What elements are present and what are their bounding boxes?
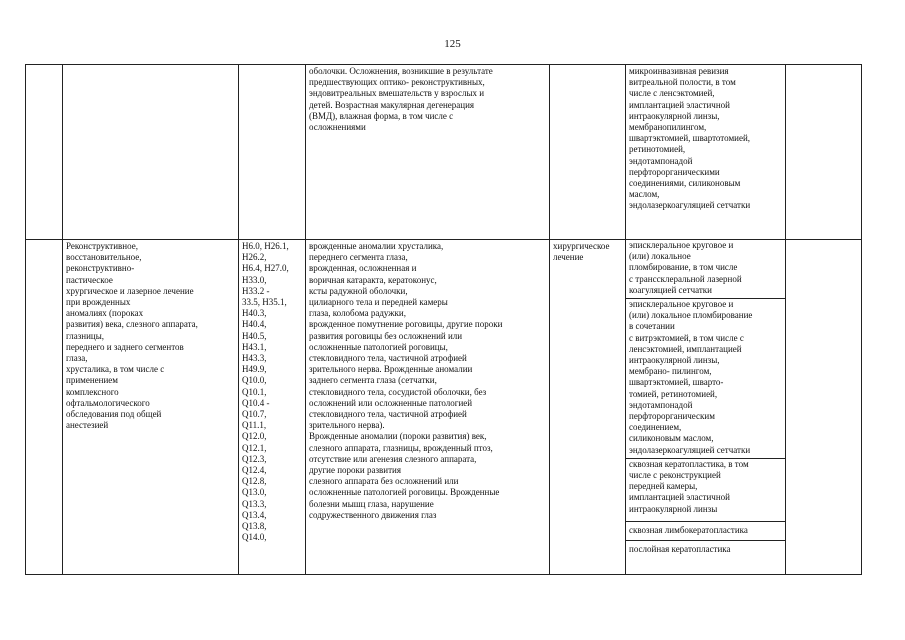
patient-model-cell: врожденные аномалии хрусталика, переднего сегмента глаза, врожденная, осложненная и воричная катаракта, кератоконус, ксты радужной оболочки, цилиарного тела и передней камеры глаза, колобома радужки, врожденное помутнение роговицы, другие пороки развития роговицы без осложнений или осложненные патологией роговицы, стекловидного тела, частичной атрофией зрительного нерва. Врожденные аномалии заднего сегмента глаза (сетчатки, стекловидного тела, сосудистой оболочки, без осложнений или осложненные патологией стекловидного тела, частичной атрофией зрительного нерва). Врожденные аномалии (пороки развития) век, слезного аппарата, глазницы, врожденный птоз, отсутствие или агенезия слезного аппарата, другие пороки развития слезного аппарата без осложнений или осложненные патологией роговицы. Врожденные болезни мышц глаза, нарушение содружественного движения глаз: [306, 240, 550, 575]
treatment-method-item: сквозная кератопластика, в том числе с реконструкцией передней камеры, имплантацией эластичной интраокулярной линзы: [626, 459, 785, 522]
icd-codes-cell: H6.0, H26.1, H26.2, H6.4, H27.0, H33.0, H33.2 - 33.5, H35.1, H40.3, H40.4, H40.5, H43.1, H43.3, H49.9, Q10.0, Q10.1, Q10.4 - Q10.7, Q11.1, Q12.0, Q12.1, Q12.3, Q12.4, Q12.8, Q13.0, Q13.3, Q13.4, Q13.8, Q14.0,: [239, 240, 306, 575]
treatment-method-cell: микроинвазивная ревизия витреальной полости, в том числе с ленсэктомией, имплантацией эластичной интраокулярной линзы, мембранопилингом, швартэктомией, швартотомией, ретинотомией, эндотампонадой перфторорганическими соединениями, силиконовым маслом, эндолазеркоагуляцией сетчатки: [626, 65, 786, 240]
page-number: 125: [444, 38, 461, 50]
treatment-method-item: эписклеральное круговое и (или) локальное пломбирование, в том числе с транссклеральной лазерной коагуляцией сетчатки: [626, 240, 785, 299]
table-row: [26, 65, 862, 240]
standard-cost-cell: [786, 240, 862, 575]
treatment-method-item: эписклеральное круговое и (или) локальное пломбирование в сочетании с витрэктомией, в том числе с ленсэктомией, имплантацией интраокулярной линзы, мембрано- пилингом, швартэктомией, шварто- томией, ретинотомией, эндотампонадой перфторорганическим соединением, силиконовым маслом, эндолазеркоагуляцией сетчатки: [626, 299, 785, 459]
treatment-type-cell: хирургическое лечение: [550, 240, 626, 575]
row-number-cell: [26, 240, 63, 575]
treatment-method-item: послойная кератопластика: [629, 544, 731, 555]
row-number-cell: [26, 65, 63, 240]
treatment-method-item: сквозная лимбокератопластика: [626, 522, 785, 541]
treatment-type-cell: [550, 65, 626, 240]
treatment-table: [25, 64, 862, 575]
treatment-method-cell: [626, 240, 786, 575]
treatment-name-cell: Реконструктивное, восстановительное, реконструктивно- пастическое хрургическое и лазерное лечение при врожденных аномалиях (пороках развития) века, слезного аппарата, глазницы, переднего и заднего сегментов глаза, хрусталика, в том числе с применением комплексного офтальмологического обследования под общей анестезией: [63, 240, 239, 575]
treatment-name-cell: [63, 65, 239, 240]
standard-cost-cell: [786, 65, 862, 240]
icd-codes-cell: [239, 65, 306, 240]
patient-model-cell: оболочки. Осложнения, возникшие в результате предшествующих оптико- реконструктивных, эндовитреальных вмешательств у взрослых и детей. Возрастная макулярная дегенерация (ВМД), влажная форма, в том числе с осложнениями: [306, 65, 550, 240]
table-row: [26, 240, 862, 575]
